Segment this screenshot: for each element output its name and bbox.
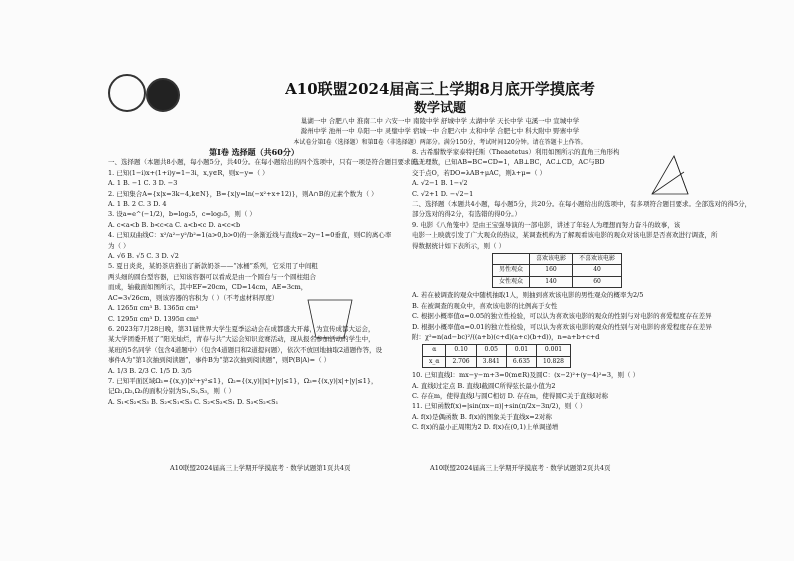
table-row bbox=[493, 265, 622, 276]
option-line: A. 1 B. 2 C. 3 D. 4 bbox=[108, 200, 167, 209]
question-line: 两头细的圆台型容器，已知该容器可以看成是由一个圆台与一个圆柱组合 bbox=[108, 272, 316, 281]
table-cell: 2.706 bbox=[446, 356, 476, 367]
option-line: C. 存在m，使得直线l与圆C相切 D. 存在m，使得圆C关于直线l对称 bbox=[412, 391, 608, 400]
question-line: 事件A为“第1次抽到阅读题”，事件B为“第2次抽到阅读题”，则P(B|A)=（ ） bbox=[108, 356, 331, 365]
table-cell: 6.635 bbox=[506, 356, 536, 367]
table-cell: 0.001 bbox=[537, 345, 571, 356]
table-header: 喜欢该电影 bbox=[530, 254, 573, 265]
frustum-figure bbox=[300, 296, 360, 344]
table-row bbox=[493, 276, 622, 287]
table-header bbox=[493, 254, 530, 265]
option-line: B. 在被调查的观众中，喜欢该电影的比例高于女性 bbox=[412, 301, 558, 310]
question-line: 某大学团委开展了“阳光灿烂，青春与共”大运会知识竞赛活动，现从报名参加活动的学生中， bbox=[108, 335, 375, 344]
option-line: A. 1/3 B. 2/3 C. 1/5 D. 3/5 bbox=[108, 366, 192, 375]
exam-title: A10联盟2024届高三上学期8月底开学摸底考 bbox=[285, 80, 595, 98]
question-line: AC=3√26cm，则该容器的容积为（ ）（不考虑材料厚度） bbox=[108, 293, 279, 302]
question-line: 9. 电影《八角笼中》是由王宝强导演的一部电影，讲述了年轻人为理想而努力奋斗的故事，该 bbox=[412, 220, 681, 229]
option-line: C. f(x)的最小正周期为2 D. f(x)在(0,1)上单调递增 bbox=[412, 423, 559, 432]
table-cell: α bbox=[423, 345, 446, 356]
option-line: D. 根据小概率值α=0.01的独立性检验，可以认为喜欢该电影的观众的性别与对电影的喜爱程度存在差异 bbox=[412, 322, 712, 331]
table-row bbox=[423, 356, 571, 367]
question-line: 而成，轴截面如图所示，其中EF=20cm，CD=14cm，AE=3cm， bbox=[108, 283, 308, 292]
exam-subtitle: 数学试题 bbox=[413, 101, 466, 116]
option-line: A. 直线l过定点 B. 直线l截圆C所得弦长最小值为2 bbox=[412, 381, 556, 390]
critical-value-table bbox=[422, 344, 571, 368]
school-line: 滁州中学 池州一中 阜阳一中 灵璧中学 宿城一中 合肥六中 太和中学 合肥七中 科大附中 野寨中学 bbox=[300, 127, 580, 135]
table-cell: 3.841 bbox=[476, 356, 506, 367]
option-line: C. 根据小概率值α=0.05的独立性检验，可以认为喜欢该电影的观众的性别与对电影的喜爱程度存在差异 bbox=[412, 312, 712, 321]
option-line: C. 1295π cm³ D. 1395π cm³ bbox=[108, 314, 199, 323]
table-cell: 女性观众 bbox=[493, 276, 530, 287]
triangle-figure bbox=[648, 152, 694, 198]
header bbox=[0, 0, 794, 118]
question-line: 2. 已知集合A={x|x=3k−4,k∈N}，B={x|y=ln(−x²+x+12)}，则A∩B的元素个数为（ ） bbox=[108, 189, 378, 198]
option-line: A. √6 B. √5 C. 3 D. √2 bbox=[108, 252, 179, 261]
question-line: 一、选择题（本题共8小题，每小题5分，共40分。在每小题给出的四个选项中，只有一项是符合题目要求的。） bbox=[108, 158, 427, 167]
question-line: 3. 设a=e^(−1/2)，b=log₂5，c=log₃5，则（ ） bbox=[108, 210, 256, 219]
question-line: 为（ ） bbox=[108, 241, 130, 250]
option-line: A. c<a<b B. b<c<a C. a<b<c D. a<c<b bbox=[108, 220, 241, 229]
table-cell: 10.828 bbox=[537, 356, 571, 367]
question-line: 8. 古希腊数学家泰特托斯（Theaetetus）利用如图所示的直角三角形构 bbox=[412, 148, 620, 156]
section-title: 第Ⅰ卷 选择题（共60分） bbox=[209, 147, 299, 157]
alliance-logo-icon bbox=[108, 74, 146, 112]
table-cell: 0.10 bbox=[446, 345, 476, 356]
table-row bbox=[423, 345, 571, 356]
table-cell: 60 bbox=[573, 276, 622, 287]
option-line: A. √2−1 B. 1−√2 bbox=[412, 179, 468, 188]
table-cell: 0.05 bbox=[476, 345, 506, 356]
formula-line: 附：χ²=n(ad−bc)²/((a+b)(c+d)(a+c)(b+d))，n=a+b+c+d bbox=[412, 332, 600, 341]
question-line: 6. 2023年7月28日晚，第31届世界大学生夏季运动会在成都盛大开幕，为宣传成都大运会， bbox=[108, 324, 375, 333]
school-list bbox=[230, 116, 650, 136]
question-line: 交于点O，若DO=λAB+μAC，则λ+μ=（ ） bbox=[412, 168, 547, 177]
option-line: A. 若在被调查的观众中随机抽取1人，则抽到喜欢该电影的男性观众的概率为2/5 bbox=[412, 291, 644, 300]
option-line: A. 1265π cm³ B. 1365π cm³ bbox=[108, 304, 199, 313]
left-column bbox=[108, 147, 427, 407]
question-line: 1. 已知(1−i)x+(1+i)y=1−3i，x,y∈R，则x−y=（ ） bbox=[108, 168, 269, 177]
exam-note: 本试卷分第Ⅰ卷（选择题）和第Ⅱ卷（非选择题）两部分。满分150分，考试时间120分钟。请在答题卡上作答。 bbox=[293, 139, 587, 146]
table-cell: x_α bbox=[423, 356, 446, 367]
table-cell: 40 bbox=[573, 265, 622, 276]
option-line: C. √2+1 D. −√2−1 bbox=[412, 189, 474, 198]
question-line: 10. 已知直线l：mx−y−m+3=0(m∈R)及圆C：(x−2)²+(y−4)²=3，则（ ） bbox=[412, 371, 640, 380]
question-line: 7. 已知平面区域Ω₁={(x,y)|x²+y²≤1}，Ω₂={(x,y)||x|+|y|≤1}，Ω₃={(x,y)|x|+|y|≤1}， bbox=[108, 376, 378, 385]
footer-right: A10联盟2024届高三上学期开学摸底考 · 数学试题第2页共4页 bbox=[430, 464, 611, 472]
question-line: 部分选对的得2分，有选错的得0分。） bbox=[412, 210, 522, 219]
table-cell: 160 bbox=[530, 265, 573, 276]
table-cell: 男性观众 bbox=[493, 265, 530, 276]
question-line: 11. 已知函数f(x)=|sin(πx−π)|+sin(π/2x−3π/2)，则（ ） bbox=[412, 402, 587, 411]
question-line: 二、选择题（本题共4小题，每小题5分，共20分。在每小题给出的选项中，有多项符合题目要求。全部选对的得5分， bbox=[412, 200, 752, 209]
question-line: 得数据统计如下表所示，则（ ） bbox=[412, 241, 506, 250]
survey-table bbox=[492, 253, 622, 288]
school-seal-icon bbox=[146, 78, 180, 112]
question-line: 电影一上映就引发了广大观众的热议，某调查机构为了解观看该电影的观众对该电影是否喜欢进行调查，所 bbox=[412, 231, 718, 240]
footer-left: A10联盟2024届高三上学期开学摸底考 · 数学试题第1页共4页 bbox=[170, 464, 351, 472]
question-line: 5. 夏日炎炎，某奶茶店推出了新款奶茶——“冰桶”系列，它采用了中间粗 bbox=[108, 262, 318, 271]
question-line: 记Ω₁,Ω₂,Ω₃的面积分别为S₁,S₂,S₃，则（ ） bbox=[108, 387, 235, 396]
question-line: 某班的5名同学（包含4道题中）（包含4道题目和2道提问题），依次不放回地抽取2道题作答，设 bbox=[108, 345, 383, 354]
table-cell: 0.01 bbox=[506, 345, 536, 356]
option-line: A. 1 B. −1 C. 3 D. −3 bbox=[108, 179, 178, 188]
option-line: A. f(x)是偶函数 B. f(x)的图象关于直线x=2对称 bbox=[412, 412, 552, 421]
question-line: 4. 已知双曲线C：x²/a²−y²/b²=1(a>0,b>0)的一条渐近线与直线x−2y−1=0垂直，则C的离心率 bbox=[108, 231, 392, 240]
question-line: 造无理数，已知AB=BC=CD=1，AB⊥BC，AC⊥CD，AC与BD bbox=[412, 158, 605, 167]
school-line: 巢湖一中 合肥八中 淮南二中 六安一中 南陵中学 舒城中学 太湖中学 天长中学 屯溪一中 宣城中学 bbox=[300, 117, 580, 125]
table-header: 不喜欢该电影 bbox=[573, 254, 622, 265]
table-cell: 140 bbox=[530, 276, 573, 287]
option-line: A. S₁<S₂<S₃ B. S₂<S₁<S₃ C. S₂<S₃<S₁ D. S₃<S₂<S₁ bbox=[108, 397, 279, 406]
